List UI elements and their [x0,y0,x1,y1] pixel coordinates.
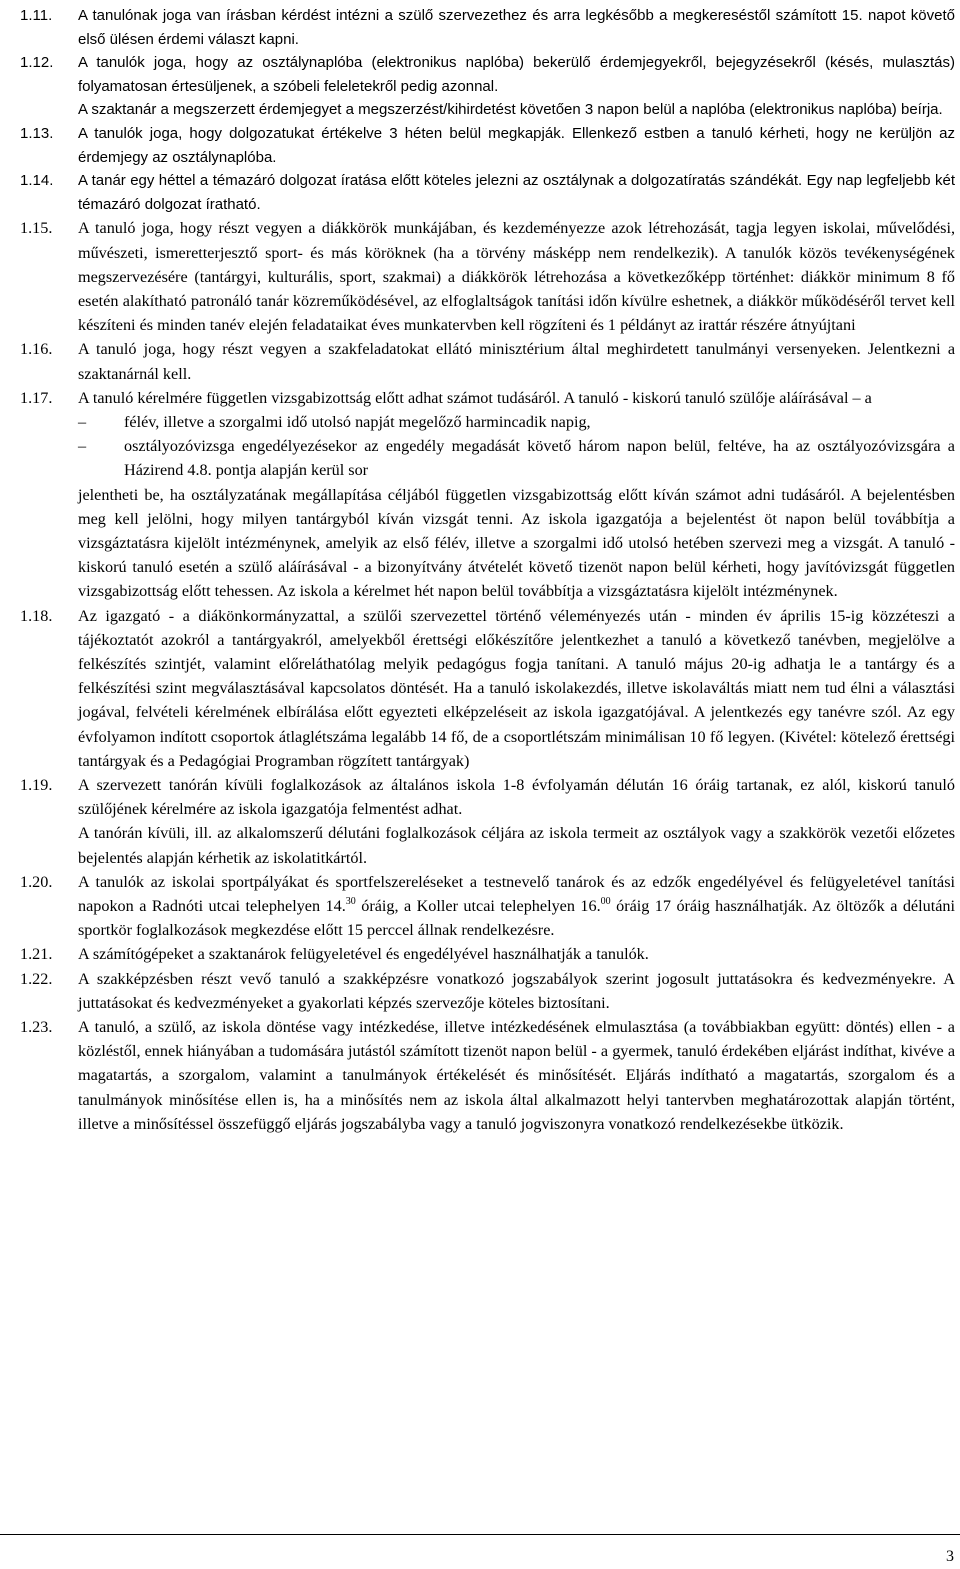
section-number: 1.12. [20,54,54,72]
section-1-12 [20,51,955,122]
page-number: 3 [946,1548,954,1565]
section-text: A tanuló, a szülő, az iskola döntése vagy intézkedése, illetve intézkedésének elmulasztása (a továbbiakban együtt: döntés) ellen - a közléstől, ennek hiányában a tudomására jutástól számított tizenöt napon belül - a gyermek, tanuló érdekében eljárást indíthat, kivéve a magatartás, a szorgalom, valamint a tanulmányok értékelését és minősítését. Eljárás indítható a magatartás, szorgalom és a tanulmányok minősítése ellen is, ha a minősítés nem az iskola által alkalmazott helyi tantervben meghatározottak alapján történt, illetve a minősítéssel összefüggő eljárás jogszabályba vagy a tanuló jogviszonyra vonatkozó rendelkezésekbe ütközik. [78,1018,955,1133]
section-number: 1.17. [20,388,53,407]
text-run: óráig 17 óráig használhatják. Az öltözők a délutáni sportkör foglalkozások megkezdése előtt 15 perccel állnak rendelkezésre. [78,897,955,940]
section-text: A tanuló joga, hogy részt vegyen a diákkörök munkájában, és kezdeményezze azok létrehozását, tagja legyen iskolai, művelődési, művészeti, ismeretterjesztő sport- és más köröknek (ha a törvény másképp nem rendelkezik). A tanulók közös tevékenységének megszervezésére (tantárgyi, kulturális, sport, szakmai) a diákkörök létrehozása a következőképp történhet: diákkör minimum 8 fő esetén alakítható patronáló tanár közreműködésével, az elfoglaltságok tanítási időn kívülre eshetnek, a diákkör működéséről tervet kell készíteni és minden tanév elején feladataikat éves munkatervben kell rögzíteni és 1 példányt az irattár részére átnyújtani [78,219,955,335]
document-body [20,4,955,1136]
section-number: 1.11. [20,7,53,24]
section-1-17 [20,386,955,604]
section-text: Az igazgató - a diákönkormányzattal, a szülői szervezettel történő véleményezés után - minden év április 15-ig közzéteszi a tájékoztatót azokról a tantárgyakról, amelyekből érettségi előkészítőre jelentkezhet a tanuló a következő tanévben, megjelölve a felkészítés szintjét, valamint előreláthatólag melyik pedagógus fogja tanítani. A tanuló május 20-ig adhatja le a tantárgy és a felkészítési szint megválasztásával kapcsolatos döntését. Ha a tanuló iskolakezdés, illetve iskolaváltás miatt nem tud élni a választási jogával, felvételi kérelmének elbírálása előtt egyezteti elképzeléseit az iskola igazgatójával. A jelentkezés egy tanévre szól. Az egy évfolyamon indított csoportok átlaglétszáma legalább 14 fő, de a csoportlétszám minimálisan 10 fő legyen. (Kivétel: kötelező érettségi tantárgyak és a Pedagógiai Programban rögzített tantárgyak) [78,606,955,770]
section-paragraph: jelentheti be, ha osztályzatának megállapítása céljából független vizsgabizottság előtt kíván számot adni tudásáról. A bejelentésben meg kell jelölni, hogy milyen tantárgyból kíván vizsgát tenni. Az iskola igazgatója a bejelentést öt napon belül továbbítja a vizsgáztatásra kijelölt intézménynek, amelyik az első félév, illetve a szorgalmi idő utolsó hetében szervezi meg a vizsgát. A tanuló - kiskorú tanuló esetén a szülő aláírásával - a bizonyítvány átvételét követő tizenöt napon belül kérheti, hogy javítóvizsgát független vizsgabizottság előtt tehessen. Az iskola a kérelmet hét napon belül továbbítja a vizsgáztatásra kijelölt intézménynek. [78,485,955,601]
dash-list [78,410,955,483]
text-run: óráig, a Koller utcai telephelyen 16. [355,897,601,916]
section-number: 1.23. [20,1018,53,1037]
section-number: 1.20. [20,872,53,891]
text-run: A tanulók az iskolai sportpályákat és sportfelszereléseket a testnevelő tanárok és az edzők engedélyével és felügyeletével tanítási napokon a Radnóti utcai telephelyen 14. [78,872,955,916]
section-1-23 [20,1015,955,1136]
section-text: A szakképzésben részt vevő tanuló a szakképzésre vonatkozó jogszabályok szerint jogosult juttatásokra és kedvezményekre. A juttatásokat és kedvezményeket a gyakorlati képzés szervezője köteles biztosítani. [78,969,955,1012]
list-item [78,434,955,482]
section-text: A tanár egy héttel a témazáró dolgozat íratása előtt köteles jelezni az osztálynak a dolgozatíratás szándékát. Egy nap legfeljebb két témazáró dolgozat íratható. [78,172,955,213]
section-1-20 [20,870,955,943]
section-number: 1.14. [20,172,54,190]
section-1-16 [20,337,955,385]
section-number: 1.19. [20,776,53,795]
section-1-18 [20,604,955,773]
superscript: 00 [600,896,611,908]
section-text [78,870,955,943]
section-intro: A tanuló kérelmére független vizsgabizottság előtt adhat számot tudásáról. A tanuló - kiskorú tanuló szülője aláírásával – a [78,388,872,407]
dash-marker: – [78,412,87,431]
section-1-21 [20,942,955,966]
section-number: 1.21. [20,945,53,964]
section-paragraph: A szaktanár a megszerzett érdemjegyet a megszerzést/kihirdetést követően 3 napon belül a naplóba (elektronikus naplóba) beírja. [78,101,943,119]
section-paragraph: A tanulók joga, hogy az osztálynaplóba (elektronikus naplóba) bekerülő érdemjegyekről, bejegyzésekről (késés, mulasztás) folyamatosan értesüljenek, a szóbeli feleletekről pedig azonnal. [78,54,955,95]
superscript: 30 [345,896,356,908]
section-number: 1.15. [20,219,53,238]
section-text: A tanuló joga, hogy részt vegyen a szakfeladatokat ellátó minisztérium által meghirdetett tanulmányi versenyeken. Jelentkezni a szaktanárnál kell. [78,340,955,383]
dash-marker: – [78,437,87,456]
section-number: 1.16. [20,340,53,359]
section-1-11 [20,4,955,51]
section-1-13 [20,122,955,169]
section-1-15 [20,216,955,337]
section-1-19 [20,773,955,870]
section-text: A számítógépeket a szaktanárok felügyeletével és engedélyével használhatják a tanulók. [78,945,649,964]
footer-divider [0,1534,960,1535]
section-paragraph: A szervezett tanórán kívüli foglalkozások az általános iskola 1-8 évfolyamán délután 16 óráig tartanak, ez alól, kiskorú tanuló szülőjének kérelmére az iskola igazgatója felmentést adhat. [78,776,955,819]
list-item-text: osztályozóvizsga engedélyezésekor az engedély megadását követő három napon belül, feltéve, ha az osztályozóvizsgára a Házirend 4.8. pontja alapján kerül sor [124,437,955,480]
section-paragraph: A tanórán kívüli, ill. az alkalomszerű délutáni foglalkozások céljára az iskola termeit az osztályok vagy a szakkörök vezetői előzetes bejelentés alapján kérhetik az iskolatitkártól. [78,824,955,867]
section-text: A tanulónak joga van írásban kérdést intézni a szülő szervezethez és arra legkésőbb a megkereséstől számított 15. napot követő első ülésen érdemi választ kapni. [78,7,955,48]
list-item [78,410,955,434]
section-number: 1.18. [20,606,53,625]
list-item-text: félév, illetve a szorgalmi idő utolsó napját megelőző harmincadik napig, [124,412,591,431]
section-number: 1.13. [20,124,54,142]
section-1-14 [20,169,955,216]
section-text: A tanulók joga, hogy dolgozatukat értékelve 3 héten belül megkapják. Ellenkező estben a tanuló kérheti, hogy ne kerüljön az érdemjegy az osztálynaplóba. [78,124,955,166]
section-number: 1.22. [20,969,53,988]
section-1-22 [20,967,955,1015]
